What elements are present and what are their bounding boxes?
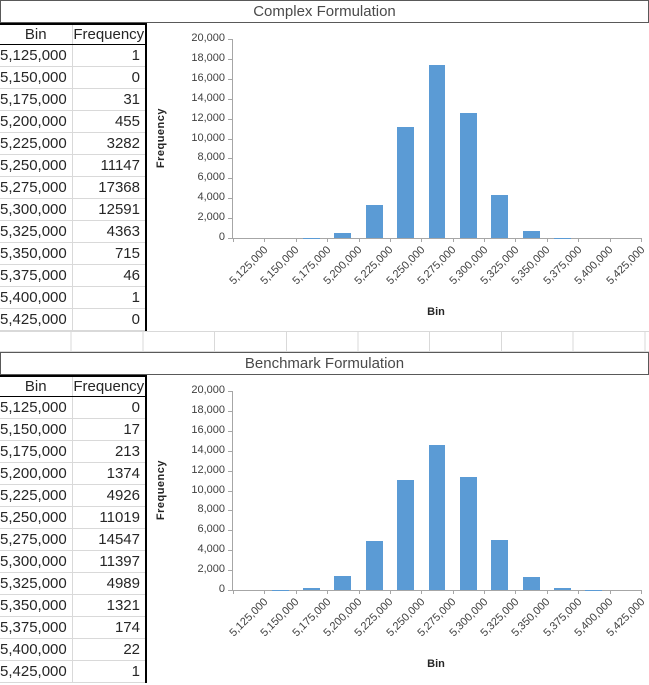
y-tick-mark: [228, 178, 232, 179]
bin-frequency-table: [0, 375, 147, 683]
y-tick-label: 12,000: [191, 111, 225, 124]
table-row: [0, 177, 145, 199]
cell-frequency[interactable]: 17: [72, 419, 145, 441]
y-tick-mark: [228, 530, 232, 531]
bar-5,350,000[interactable]: [523, 231, 540, 238]
cell-bin[interactable]: 5,250,000: [0, 155, 72, 177]
cell-bin[interactable]: 5,225,000: [0, 485, 72, 507]
bar-5,200,000[interactable]: [334, 576, 351, 590]
y-tick-mark: [228, 39, 232, 40]
bar-5,175,000[interactable]: [303, 588, 320, 590]
cell-bin[interactable]: 5,425,000: [0, 309, 72, 331]
cell-frequency[interactable]: 17368: [72, 177, 145, 199]
x-tick-label: 5,300,000: [446, 596, 491, 640]
y-tick-label: 18,000: [191, 403, 225, 416]
y-tick-label: 2,000: [197, 211, 225, 224]
cell-bin[interactable]: 5,150,000: [0, 419, 72, 441]
y-tick-mark: [228, 99, 232, 100]
x-tick-label: 5,150,000: [258, 244, 302, 288]
table-row: [0, 573, 145, 595]
cell-bin[interactable]: 5,175,000: [0, 89, 72, 111]
empty-spreadsheet-row[interactable]: [0, 331, 649, 352]
x-tick-label: 5,275,000: [415, 244, 459, 288]
y-tick-mark: [228, 550, 232, 551]
cell-frequency[interactable]: 14547: [72, 529, 145, 551]
y-tick-label: 20,000: [191, 384, 225, 396]
y-tick-label: 0: [218, 583, 225, 595]
cell-bin[interactable]: 5,150,000: [0, 67, 72, 89]
y-tick-label: 14,000: [191, 443, 225, 456]
bar-5,350,000[interactable]: [523, 577, 540, 590]
y-tick-label: 8,000: [197, 503, 225, 516]
x-tick-label: 5,350,000: [509, 244, 553, 288]
cell-bin[interactable]: 5,175,000: [0, 441, 72, 463]
y-tick-mark: [228, 510, 232, 511]
cell-frequency[interactable]: 174: [72, 617, 145, 639]
table-row: [0, 617, 145, 639]
x-tick-label: 5,375,000: [541, 596, 585, 640]
cell-bin[interactable]: 5,300,000: [0, 199, 72, 221]
x-tick-label: 5,125,000: [227, 596, 271, 640]
cell-bin[interactable]: 5,200,000: [0, 111, 72, 133]
y-tick-mark: [228, 411, 232, 412]
table-row: [0, 419, 145, 441]
y-tick-mark: [228, 59, 232, 60]
y-tick-mark: [228, 391, 232, 392]
cell-bin[interactable]: 5,300,000: [0, 551, 72, 573]
y-tick-label: 20,000: [191, 32, 225, 44]
table-header-row: [0, 24, 145, 45]
table-row: [0, 507, 145, 529]
x-tick-label: 5,225,000: [352, 244, 396, 288]
cell-bin[interactable]: 5,225,000: [0, 133, 72, 155]
x-tick-label: 5,200,000: [321, 596, 365, 640]
y-tick-mark: [228, 238, 232, 239]
table-row: [0, 529, 145, 551]
x-tick-mark: [641, 590, 642, 594]
table-row: [0, 595, 145, 617]
bar-5,250,000[interactable]: [397, 127, 414, 238]
y-tick-mark: [228, 451, 232, 452]
bar-5,325,000[interactable]: [491, 540, 508, 590]
y-axis-title: [155, 39, 167, 238]
y-tick-label: 14,000: [191, 91, 225, 104]
cell-frequency[interactable]: 455: [72, 111, 145, 133]
cell-bin[interactable]: 5,275,000: [0, 177, 72, 199]
x-axis-title: Bin: [427, 658, 445, 670]
cell-frequency[interactable]: 1: [72, 287, 145, 309]
section-benchmark-formulation: [0, 352, 649, 683]
cell-frequency[interactable]: 11019: [72, 507, 145, 529]
table-row: [0, 485, 145, 507]
table-row: [0, 199, 145, 221]
table-row: [0, 45, 145, 67]
chart-title: Complex Formulation: [253, 3, 396, 20]
x-tick-label: 5,300,000: [446, 244, 491, 288]
table-row: [0, 111, 145, 133]
y-tick-label: 16,000: [191, 71, 225, 84]
bar-5,225,000[interactable]: [366, 205, 383, 238]
y-tick-label: 4,000: [197, 543, 225, 556]
cell-bin[interactable]: 5,350,000: [0, 243, 72, 265]
cell-bin[interactable]: 5,325,000: [0, 221, 72, 243]
table-row: [0, 89, 145, 111]
column-header-frequency[interactable]: Frequency: [73, 26, 145, 43]
y-tick-label: 4,000: [197, 191, 225, 204]
table-row: [0, 551, 145, 573]
cell-bin[interactable]: 5,425,000: [0, 661, 72, 683]
x-tick-mark: [641, 238, 642, 242]
y-tick-label: 0: [218, 231, 225, 243]
cell-bin[interactable]: 5,250,000: [0, 507, 72, 529]
cell-bin[interactable]: 5,125,000: [0, 45, 72, 67]
table-header-row: [0, 376, 145, 397]
y-tick-mark: [228, 198, 232, 199]
cell-frequency[interactable]: 4989: [72, 573, 145, 595]
cell-bin[interactable]: 5,400,000: [0, 639, 72, 661]
cell-bin[interactable]: 5,200,000: [0, 463, 72, 485]
y-tick-mark: [228, 491, 232, 492]
y-axis-title: [155, 391, 167, 590]
x-tick-label: 5,350,000: [509, 596, 553, 640]
y-tick-label: 2,000: [197, 563, 225, 576]
cell-frequency[interactable]: 11147: [72, 155, 145, 177]
x-tick-label: 5,250,000: [384, 244, 428, 288]
y-tick-label: 18,000: [191, 51, 225, 64]
plot-area: [232, 39, 641, 239]
table-row: [0, 155, 145, 177]
cell-frequency[interactable]: 1321: [72, 595, 145, 617]
bin-frequency-table: [0, 23, 147, 331]
x-tick-label: 5,225,000: [352, 596, 396, 640]
y-tick-mark: [228, 570, 232, 571]
x-tick-label: 5,150,000: [258, 596, 302, 640]
section-complex-formulation: [0, 0, 649, 331]
cell-frequency[interactable]: 3282: [72, 133, 145, 155]
cell-frequency[interactable]: 213: [72, 441, 145, 463]
y-tick-mark: [228, 79, 232, 80]
bar-5,300,000[interactable]: [460, 477, 477, 590]
chart-title-bar: [0, 352, 649, 375]
table-row: [0, 67, 145, 89]
cell-frequency[interactable]: 4926: [72, 485, 145, 507]
table-row: [0, 133, 145, 155]
table-row: [0, 221, 145, 243]
x-tick-label: 5,325,000: [478, 596, 522, 640]
x-tick-label: 5,400,000: [572, 596, 616, 640]
x-tick-label: 5,425,000: [603, 244, 647, 288]
cell-frequency[interactable]: 715: [72, 243, 145, 265]
y-tick-label: 6,000: [197, 171, 225, 184]
table-row: [0, 661, 145, 683]
cell-frequency[interactable]: 31: [72, 89, 145, 111]
y-tick-mark: [228, 431, 232, 432]
x-tick-label: 5,200,000: [321, 244, 365, 288]
y-tick-label: 16,000: [191, 423, 225, 436]
x-tick-label: 5,275,000: [415, 596, 459, 640]
x-tick-label: 5,125,000: [227, 244, 271, 288]
column-header-frequency[interactable]: Frequency: [73, 378, 145, 395]
bar-5,325,000[interactable]: [491, 195, 508, 238]
y-tick-label: 12,000: [191, 463, 225, 476]
cell-bin[interactable]: 5,325,000: [0, 573, 72, 595]
x-tick-label: 5,250,000: [384, 596, 428, 640]
cell-frequency[interactable]: 1374: [72, 463, 145, 485]
y-tick-mark: [228, 119, 232, 120]
y-axis-title-text: Frequency: [155, 460, 167, 521]
bar-5,275,000[interactable]: [429, 65, 446, 238]
cell-bin[interactable]: 5,275,000: [0, 529, 72, 551]
x-tick-label: 5,375,000: [541, 244, 585, 288]
table-row: [0, 309, 145, 331]
cell-frequency[interactable]: 0: [72, 67, 145, 89]
table-row: [0, 463, 145, 485]
cell-frequency[interactable]: 1: [72, 45, 145, 67]
cell-frequency[interactable]: 1: [72, 661, 145, 683]
plot-area: [232, 391, 641, 591]
x-tick-label: 5,175,000: [289, 596, 334, 640]
cell-frequency[interactable]: 12591: [72, 199, 145, 221]
cell-frequency[interactable]: 0: [72, 397, 145, 419]
bar-5,225,000[interactable]: [366, 541, 383, 590]
cell-bin[interactable]: 5,125,000: [0, 397, 72, 419]
y-tick-mark: [228, 139, 232, 140]
x-tick-label: 5,425,000: [603, 596, 647, 640]
bar-5,375,000[interactable]: [554, 588, 571, 590]
y-axis-title-text: Frequency: [155, 108, 167, 169]
cell-frequency[interactable]: 0: [72, 309, 145, 331]
histogram-chart-complex[interactable]: [147, 23, 649, 331]
x-tick-label: 5,400,000: [572, 244, 616, 288]
cell-frequency[interactable]: 4363: [72, 221, 145, 243]
bar-5,275,000[interactable]: [429, 445, 446, 590]
cell-frequency[interactable]: 11397: [72, 551, 145, 573]
bar-5,200,000[interactable]: [334, 233, 351, 238]
chart-title: Benchmark Formulation: [244, 355, 405, 372]
x-axis-labels: [227, 593, 647, 655]
x-axis-labels: [227, 241, 647, 303]
x-tick-label: 5,325,000: [478, 244, 522, 288]
histogram-chart-benchmark[interactable]: [147, 375, 649, 683]
y-tick-label: 8,000: [197, 151, 225, 164]
cell-bin[interactable]: 5,375,000: [0, 617, 72, 639]
y-tick-label: 6,000: [197, 523, 225, 536]
table-row: [0, 397, 145, 419]
table-row: [0, 243, 145, 265]
table-row: [0, 265, 145, 287]
y-tick-mark: [228, 218, 232, 219]
x-axis-title: Bin: [427, 306, 445, 318]
cell-frequency[interactable]: 22: [72, 639, 145, 661]
y-tick-mark: [228, 590, 232, 591]
bar-5,300,000[interactable]: [460, 113, 477, 238]
table-row: [0, 441, 145, 463]
cell-bin[interactable]: 5,350,000: [0, 595, 72, 617]
cell-bin[interactable]: 5,400,000: [0, 287, 72, 309]
y-tick-label: 10,000: [191, 131, 225, 144]
bar-5,250,000[interactable]: [397, 480, 414, 590]
cell-bin[interactable]: 5,375,000: [0, 265, 72, 287]
y-tick-mark: [228, 158, 232, 159]
column-header-bin[interactable]: Bin: [0, 24, 72, 45]
cell-frequency[interactable]: 46: [72, 265, 145, 287]
table-row: [0, 287, 145, 309]
table-row: [0, 639, 145, 661]
chart-title-bar: [0, 0, 649, 23]
column-header-bin[interactable]: Bin: [0, 376, 72, 397]
x-tick-label: 5,175,000: [289, 244, 334, 288]
y-tick-mark: [228, 471, 232, 472]
y-tick-label: 10,000: [191, 483, 225, 496]
